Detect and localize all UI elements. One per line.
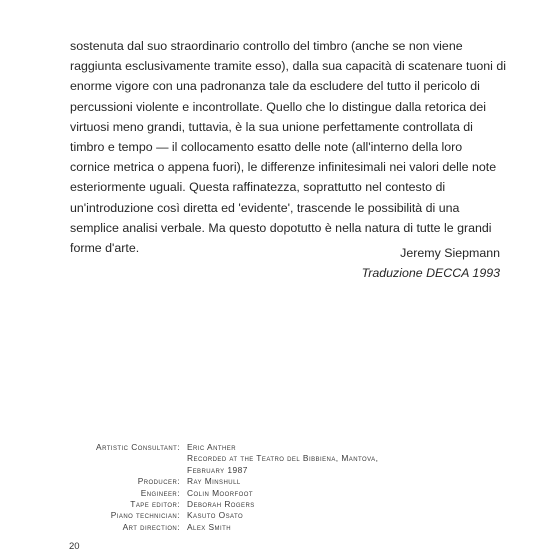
credit-row <box>62 499 487 510</box>
essay-line: cornice metrica o appena fuori), le differenze infinitesimali nei valori delle note <box>70 160 497 175</box>
credit-value-line: Alex Smith <box>187 521 232 532</box>
credit-value <box>187 488 487 499</box>
credit-row <box>62 442 487 476</box>
credit-label: Piano technician: <box>110 510 180 521</box>
credit-row <box>62 510 487 521</box>
page-number: 20 <box>69 541 80 552</box>
credit-value <box>187 442 487 476</box>
credit-row <box>62 476 487 487</box>
credit-label: Producer: <box>137 476 180 487</box>
credit-value-line: Colin Moorfoot <box>187 487 253 498</box>
essay-line: percussioni violente e incontrollate. Quello che lo distingue dalla retorica dei <box>70 99 487 114</box>
credit-label: Artistic Consultant: <box>96 442 180 452</box>
author-name: Jeremy Siepmann <box>400 246 500 260</box>
credit-value <box>187 499 487 510</box>
essay-line: semplice analisi verbale. Ma questo dopotutto è nella natura di tutte le grandi <box>70 220 492 235</box>
essay-line: esteriormente uguali. Questa raffinatezza, soprattutto nel contesto di <box>70 180 446 195</box>
essay-line: forme d'arte. <box>70 241 140 256</box>
production-credits <box>62 442 487 533</box>
credit-value-line: Eric Anther <box>187 442 236 452</box>
credit-value-line: February 1987 <box>187 464 248 475</box>
credit-value-line: Recorded at the Teatro del Bibbiena, Mantova, <box>187 453 379 464</box>
essay-line: virtuosi meno grandi, tuttavia, è la sua unione perfettamente controllata di <box>70 119 473 134</box>
essay-line: timbro e tempo — il collocamento esatto delle note (all'interno della loro <box>70 140 463 155</box>
essay-line: un'introduzione così diretta ed 'evidente', trascende le possibilità di una <box>70 200 460 215</box>
credit-value-line: Deborah Rogers <box>187 499 255 510</box>
credit-label: Engineer: <box>140 487 180 498</box>
essay-line: enorme vigore con una padronanza tale da escludere del tutto il pericolo di <box>70 79 480 94</box>
essay-line: sostenuta dal suo straordinario controllo del timbro (anche se non viene <box>70 39 463 53</box>
credit-row <box>62 488 487 499</box>
credit-value-line: Ray Minshull <box>187 476 241 487</box>
translation-credit: Traduzione DECCA 1993 <box>361 266 500 281</box>
credit-value <box>187 522 487 533</box>
credit-value <box>187 510 487 521</box>
credit-value-line: Kasuto Osato <box>187 510 244 521</box>
essay-text <box>70 36 506 258</box>
credit-row <box>62 522 487 533</box>
credit-label: Tape editor: <box>130 499 180 510</box>
signature-block <box>362 243 500 283</box>
credit-value <box>187 476 487 487</box>
credit-label: Art direction: <box>122 521 180 532</box>
essay-line: raggiunta esclusivamente tramite esso), dalla sua capacità di scatenare tuoni di <box>70 59 506 74</box>
